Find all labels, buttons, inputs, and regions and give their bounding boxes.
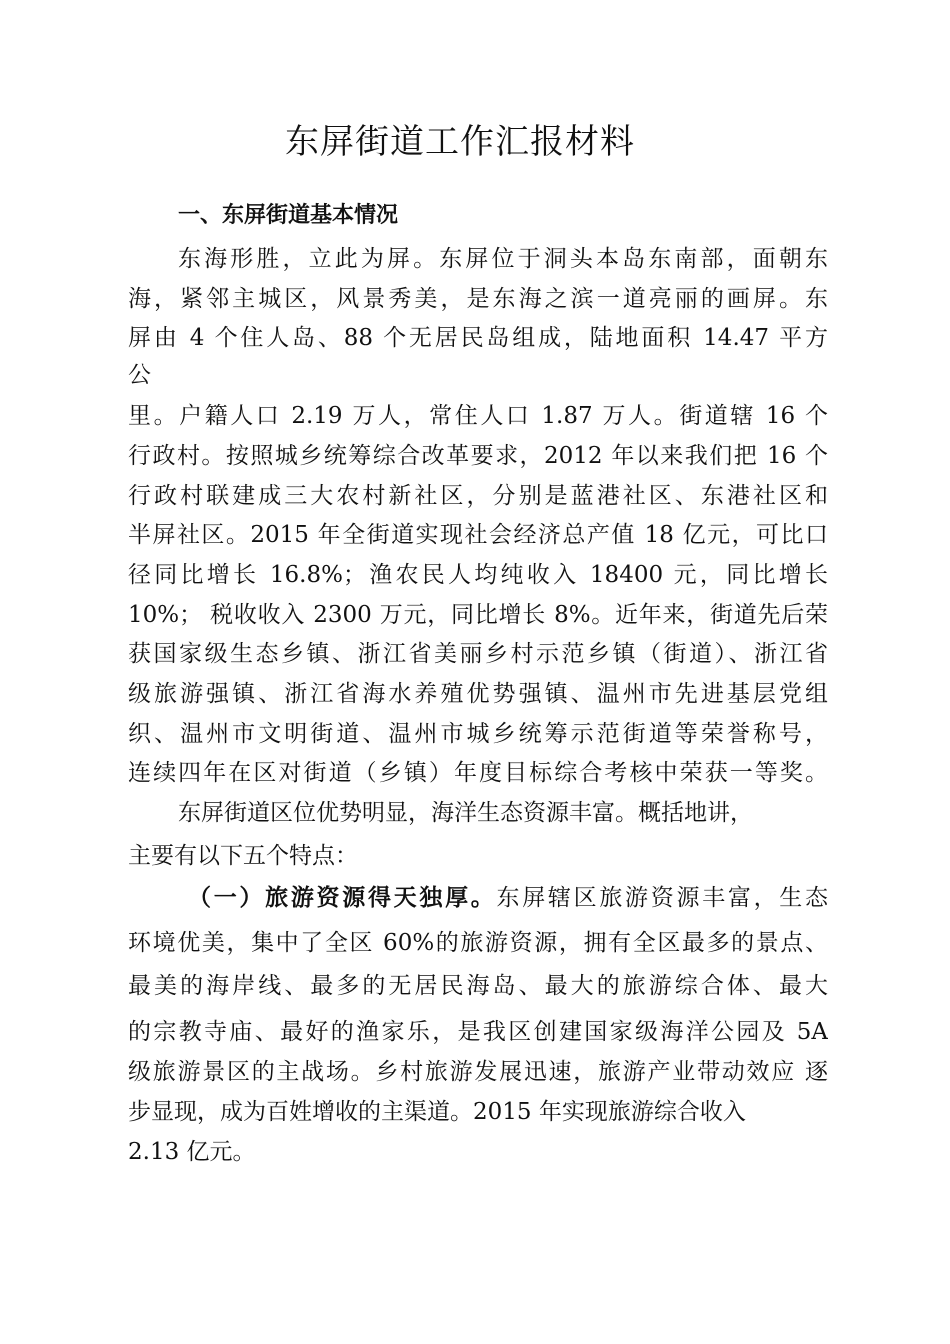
- paragraph-line: 海，紧邻主城区，风景秀美，是东海之滨一道亮丽的画屏。东: [128, 286, 828, 312]
- paragraph-line: 级旅游景区的主战场。乡村旅游发展迅速，旅游产业带动效应 逐: [128, 1059, 828, 1085]
- paragraph-line: 主要有以下五个特点：: [128, 843, 358, 869]
- paragraph-line: 织、温州市文明街道、温州市城乡统筹示范街道等荣誉称号，: [128, 721, 828, 747]
- paragraph-line: 径同比增长 16.8%；渔农民人均纯收入 18400 元，同比增长: [128, 562, 828, 588]
- paragraph-line: 的宗教寺庙、最好的渔家乐，是我区创建国家级海洋公园及 5A: [128, 1019, 828, 1045]
- paragraph-line: 最美的海岸线、最多的无居民海岛、最大的旅游综合体、最大: [128, 973, 828, 999]
- paragraph-line: 2.13 亿元。: [128, 1139, 256, 1165]
- paragraph-line: 半屏社区。2015 年全街道实现社会经济总产值 18 亿元，可比口: [128, 522, 828, 548]
- paragraph-line: 步显现，成为百姓增收的主渠道。2015 年实现旅游综合收入: [128, 1099, 746, 1125]
- paragraph-line: 东屏街道区位优势明显，海洋生态资源丰富。概括地讲，: [178, 800, 753, 826]
- subsection-first-line: [188, 880, 828, 916]
- paragraph-line: 获国家级生态乡镇、浙江省美丽乡村示范乡镇（街道）、浙江省: [128, 641, 828, 667]
- paragraph-line: 行政村。按照城乡统筹综合改革要求，2012 年以来我们把 16 个: [128, 443, 828, 469]
- paragraph-line: 级旅游强镇、浙江省海水养殖优势强镇、温州市先进基层党组: [128, 681, 828, 707]
- paragraph-line: 连续四年在区对街道（乡镇）年度目标综合考核中荣获一等奖。: [128, 760, 828, 786]
- paragraph-line: 东海形胜，立此为屏。东屏位于洞头本岛东南部，面朝东: [178, 246, 828, 272]
- paragraph-line: 环境优美，集中了全区 60%的旅游资源，拥有全区最多的景点、: [128, 930, 828, 956]
- paragraph-line: 行政村联建成三大农村新社区，分别是蓝港社区、东港社区和: [128, 483, 828, 509]
- document-title: 东屏街道工作汇报材料: [285, 122, 635, 162]
- paragraph-line: 公: [128, 362, 151, 388]
- paragraph-line: 里。户籍人口 2.19 万人，常住人口 1.87 万人。街道辖 16 个: [128, 403, 828, 429]
- subsection-heading-tourism: （一）旅游资源得天独厚。: [188, 885, 497, 911]
- section-heading-basic-info: 一、东屏街道基本情况: [178, 203, 399, 228]
- paragraph-line: 屏由 4 个住人岛、88 个无居民岛组成，陆地面积 14.47 平方: [128, 325, 828, 351]
- subsection-line-text: 东屏辖区旅游资源丰富，生态: [496, 885, 828, 911]
- paragraph-line: 10%； 税收收入 2300 万元，同比增长 8%。近年来，街道先后荣: [128, 602, 828, 628]
